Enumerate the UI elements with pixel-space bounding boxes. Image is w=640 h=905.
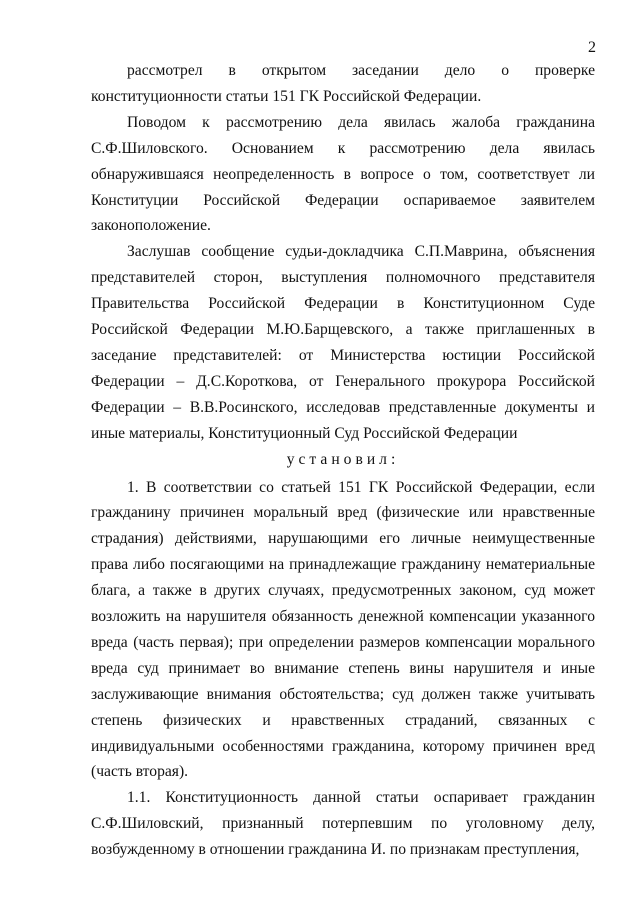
paragraph-intro: рассмотрел в открытом заседании дело о проверке конституционности статьи 151 ГК Российской Федерации.: [91, 62, 595, 105]
document-body: [91, 58, 595, 863]
paragraph-article-151: 1. В соответствии со статьей 151 ГК Российской Федерации, если гражданину причинен моральный вред (физические или нравственные страдания) действиями, нарушающими его личные неимущественные права либо посягающими на принадлежащие гражданину нематериальные блага, а также в других случаях, предусмотренных законом, суд может возложить на нарушителя обязанность денежной компенсации указанного вреда (часть первая); при определении размеров компенсации морального вреда суд принимает во внимание степень вины нарушителя и иные заслуживающие внимания обстоятельства; суд должен также учитывать степень физических и нравственных страданий, связанных с индивидуальными особенностями гражданина, которому причинен вред (часть вторая).: [91, 478, 595, 781]
section-heading-text: установил:: [286, 450, 400, 468]
page-number: 2: [588, 39, 596, 56]
paragraph-hearing: Заслушав сообщение судьи-докладчика С.П.Маврина, объяснения представителей сторон, выступления полномочного представителя Правительства Российской Федерации в Конституционном Суде Российской Федерации М.Ю.Барщевского, а также приглашенных в заседание представителей: от Министерства юстиции Российской Федерации – Д.С.Короткова, от Генерального прокурора Российской Федерации – В.В.Росинского, исследовав представленные документы и иные материалы, Конституционный Суд Российской Федерации: [91, 243, 595, 442]
paragraph-grounds: Поводом к рассмотрению дела явилась жалоба гражданина С.Ф.Шиловского. Основанием к рассмотрению дела явилась обнаружившаяся неопределенность в вопросе о том, соответствует ли Конституции Российской Федерации оспариваемое заявителем законоположение.: [91, 113, 595, 235]
section-heading: [91, 447, 595, 473]
paragraph-constitutionality: 1.1. Конституционность данной статьи оспаривает гражданин С.Ф.Шиловский, признанный потерпевшим по уголовному делу, возбужденному в отношении гражданина И. по признакам преступления,: [91, 789, 595, 859]
